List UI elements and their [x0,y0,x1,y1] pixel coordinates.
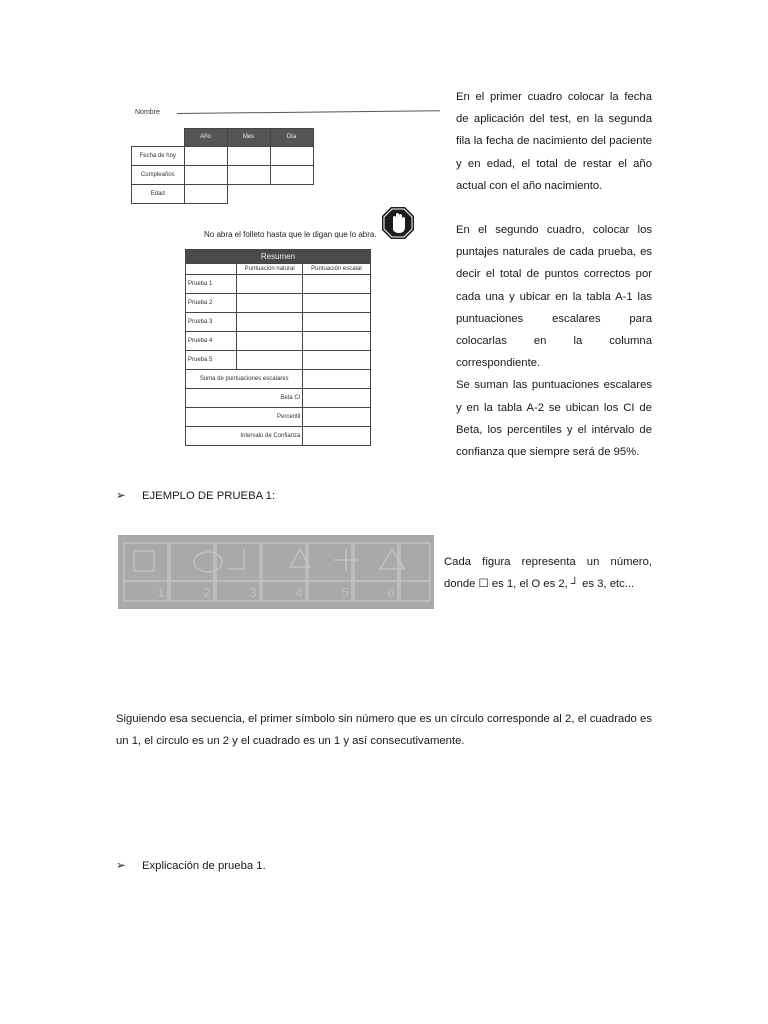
figure-number-6: 6 [387,585,395,600]
col-puntuacion-escalar: Puntuación escalar [303,264,371,275]
row-intervalo: Intervalo de Confianza [186,427,303,446]
figure-number-4: 4 [295,585,303,600]
col-dia: Día [270,129,313,147]
explanation-block-1 [456,86,652,197]
summary-title: Resumen [186,250,371,264]
stop-hand-icon [381,206,415,240]
nombre-line [177,110,440,114]
row-cumpleanos: Cumpleaños [132,165,185,184]
bullet-explicacion [116,859,266,872]
figure-number-2: 2 [203,585,211,600]
row-prueba-2: Prueba 2 [186,294,237,313]
row-beta-ci: Beta CI [186,389,303,408]
date-table [131,128,314,204]
summary-table [185,249,371,446]
explanation-text-2b: Se suman las puntuaciones escalares y en la tabla A-2 se ubican los CI de Beta, los percentiles y el intérvalo de confianza que siempre será de 95%. [456,379,652,459]
row-percentil: Percentil [186,408,303,427]
sequence-paragraph: Siguiendo esa secuencia, el primer símbolo sin número que es un círculo corresponde al 2, el cuadrado es un 1, el circulo es un 2 y el cuadrado es un 1 y así consecutivamente. [116,713,652,748]
nombre-label: Nombre [135,109,160,116]
explanation-block-2 [456,219,652,463]
row-prueba-4: Prueba 4 [186,332,237,351]
row-fecha-hoy: Fecha de hoy [132,146,185,165]
col-ano: Año [184,129,227,147]
folleto-note: No abra el folleto hasta que le digan que lo abra. [204,230,377,239]
explanation-text-1: En el primer cuadro colocar la fecha de aplicación del test, en la segunda fila la fecha de nacimiento del paciente y en edad, el total de restar el año actual con el año nacimiento. [456,91,652,192]
row-prueba-3: Prueba 3 [186,313,237,332]
bullet-ejemplo-text: EJEMPLO DE PRUEBA 1: [142,490,276,502]
figure-number-3: 3 [249,585,257,600]
bullet-explicacion-text: Explicación de prueba 1. [142,860,266,872]
col-puntuacion-natural: Puntuación natural [237,264,303,275]
arrow-bullet-icon: ➢ [116,860,126,872]
bullet-ejemplo [116,489,275,502]
example-figures-strip [118,535,434,609]
figure-number-1: 1 [157,585,165,600]
row-edad: Edad [132,184,185,203]
arrow-bullet-icon: ➢ [116,490,126,502]
figure-number-5: 5 [341,585,349,600]
row-prueba-5: Prueba 5 [186,351,237,370]
row-suma: Suma de puntuaciones escalares [186,370,303,389]
row-prueba-1: Prueba 1 [186,275,237,294]
col-mes: Mes [227,129,270,147]
explanation-text-2a: En el segundo cuadro, colocar los puntajes naturales de cada prueba, es decir el total de puntos correctos por cada una y ubicar en la tabla A-1 las puntuaciones escalares para colocarlas en la columna correspondiente. [456,224,652,370]
figure-caption: Cada figura representa un número, donde ☐ es 1, el O es 2, ┘ es 3, etc... [444,556,652,591]
